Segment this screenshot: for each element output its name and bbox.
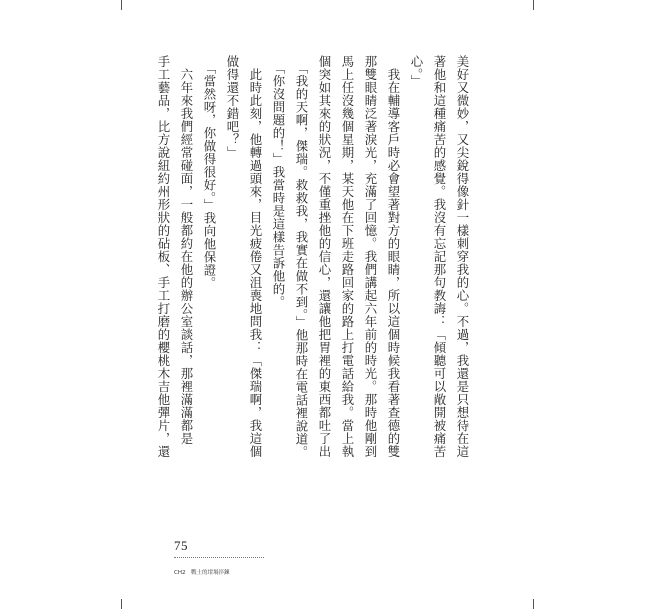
text-column-5: 那雙眼睛泛著淚光，充滿了回憶。我們講起六年前的時光。那時他剛到 [363,55,378,458]
footer-divider [174,557,264,558]
text-column-13: 六年來我們經常碰面，一般都約在他的辦公室談話，那裡滿滿都是 [179,67,194,445]
text-column-7: 個突如其來的狀況，不僅重挫他的信心，還讓他把胃裡的東西都吐了出 [317,55,332,458]
text-column-10: 此時此刻，他轉過頭來，目光疲倦又沮喪地問我：「傑瑞啊，我這個 [248,67,263,458]
text-column-11: 做得還不錯吧？」 [225,55,240,159]
crop-mark-top-right [533,0,534,10]
text-column-14: 手工藝品，比方說紐約州形狀的砧板、手工打磨的櫻桃木吉他彈片，還 [156,55,171,458]
crop-mark-bottom-right [533,599,534,609]
text-column-6: 馬上任沒幾個星期，某天他在下班走路回家的路上打電話給我。當上執 [340,55,355,458]
running-head: CH2 戰士的坩堝淬鍊 [174,570,230,576]
text-column-1: 美好又微妙，又尖銳得像針一樣刺穿我的心。不過，我還是只想待在這 [455,55,470,458]
text-column-4: 我在輔導客戶時必會望著對方的眼睛，所以這個時候我看著查德的雙 [386,67,401,458]
text-column-2: 著他和這種痛苦的感覺。我沒有忘記那句教誨：「傾聽可以敞開被痛苦 [432,55,447,458]
crop-mark-top-left [121,0,122,10]
text-column-12: 「當然呀，你做得很好。」我向他保證。 [202,55,217,290]
crop-mark-bottom-left [121,599,122,609]
page-number: 75 [174,538,188,553]
text-column-8: 「我的天啊，傑瑞。救救我，我實在做不到。」他那時在電話裡說道。 [294,55,309,459]
text-column-3: 心。」 [409,55,424,88]
text-column-9: 「你沒問題的！」我當時是這樣告訴他的。 [271,55,286,309]
